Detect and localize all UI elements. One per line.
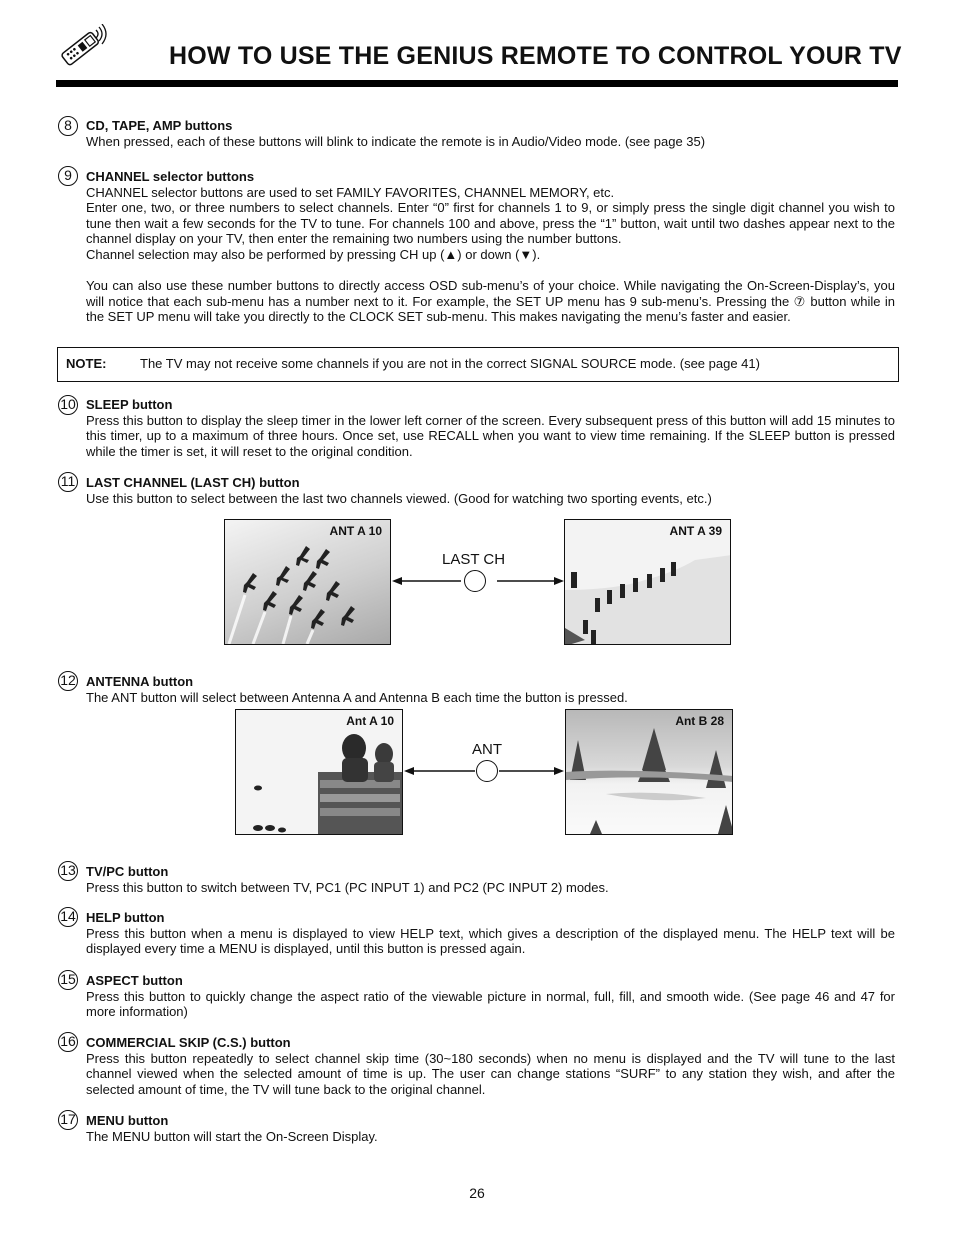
section-text: When pressed, each of these buttons will blink to indicate the remote is in Audio/Video mode. (see page 35) — [86, 133, 706, 149]
section-last-channel — [86, 475, 895, 506]
section-menu — [86, 1113, 895, 1144]
note-text: The TV may not receive some channels if you are not in the correct SIGNAL SOURCE mode. (see page 41) — [140, 356, 760, 371]
section-text: You can also use these number buttons to directly access OSD sub-menu’s of your choice. While navigating the On-Screen-Display’s, you will notice that each sub-menu has a number next to it. For example, the SET UP menu has 9 sub-menu’s. Pressing the ⑦ button while in the SET UP menu will take you directly to the CLOCK SET sub-menu. This makes navigating the menu’s faster and easier. — [86, 278, 895, 325]
page-title: HOW TO USE THE GENIUS REMOTE TO CONTROL YOUR TV — [169, 42, 902, 70]
section-help — [86, 910, 895, 957]
page-number: 26 — [469, 1185, 485, 1201]
section-text: Press this button to quickly change the aspect ratio of the viewable picture in normal, full, fill, and smooth wide. (See page 46 and 47 for more information) — [86, 988, 895, 1020]
item-number-15: 15 — [58, 970, 78, 990]
ant-label: ANT — [472, 741, 502, 758]
section-channel-selector — [86, 169, 895, 325]
tv-screen-jets — [224, 519, 391, 645]
ant-button-icon — [476, 760, 498, 782]
item-number-10: 10 — [58, 395, 78, 415]
section-heading: LAST CHANNEL (LAST CH) button — [86, 475, 300, 490]
section-text: Press this button to display the sleep timer in the lower left corner of the screen. Every subsequent press of this button will add 15 minutes to this timer, up to a maximum of three hours. Once set, use RECALL when you want to view time remaining. If the SLEEP button is pressed while the timer is set, it will reset to the original condition. — [86, 412, 895, 459]
section-aspect — [86, 973, 895, 1020]
section-text: Enter one, two, or three numbers to select channels. Enter “0” first for channels 1 to 9, or simply press the single digit channel you wish to tune then wait a few seconds for the TV to tune. For channels 100 and above, press the “1” button, wait until two dashes appear next to the channel display on your TV, then enter the remaining two numbers using the number buttons. — [86, 200, 895, 247]
section-text: The MENU button will start the On-Screen Display. — [86, 1128, 378, 1144]
item-number-12: 12 — [58, 671, 78, 691]
section-cd-tape-amp — [86, 118, 895, 149]
section-commercial-skip — [86, 1035, 895, 1097]
item-number-9: 9 — [58, 166, 78, 186]
item-number-8: 8 — [58, 116, 78, 136]
section-heading: HELP button — [86, 910, 165, 925]
last-ch-button-icon — [464, 570, 486, 592]
section-text: Press this button to switch between TV, PC1 (PC INPUT 1) and PC2 (PC INPUT 2) modes. — [86, 879, 609, 895]
remote-control-icon — [58, 24, 108, 68]
item-number-13: 13 — [58, 861, 78, 881]
section-heading: ASPECT button — [86, 973, 183, 988]
section-heading: COMMERCIAL SKIP (C.S.) button — [86, 1035, 291, 1050]
channel-display: ANT A 10 — [329, 524, 382, 538]
item-number-11: 11 — [58, 472, 78, 492]
section-heading: TV/PC button — [86, 864, 169, 879]
section-text: CHANNEL selector buttons are used to set FAMILY FAVORITES, CHANNEL MEMORY, etc. — [86, 184, 615, 200]
section-text: Press this button repeatedly to select channel skip time (30~180 seconds) when no menu is displayed and the TV will tune to the last channel viewed when the selected amount of time is up. The user can change stations “SURF” to any station they wish, and after the selected amount of time, the TV will tune back to the original channel. — [86, 1050, 895, 1097]
last-ch-label: LAST CH — [442, 551, 506, 568]
channel-display: ANT A 39 — [669, 524, 722, 538]
note-label: NOTE: — [66, 356, 107, 371]
tv-screen-climbers — [564, 519, 731, 645]
section-heading: ANTENNA button — [86, 674, 194, 689]
section-heading: SLEEP button — [86, 397, 173, 412]
item-number-17: 17 — [58, 1110, 78, 1130]
note-box — [57, 347, 899, 382]
section-tv-pc — [86, 864, 895, 895]
item-number-16: 16 — [58, 1032, 78, 1052]
section-text: Use this button to select between the last two channels viewed. (Good for watching two sporting events, etc.) — [86, 490, 712, 506]
section-antenna — [86, 674, 895, 705]
item-number-14: 14 — [58, 907, 78, 927]
section-sleep — [86, 397, 895, 459]
section-text: Press this button when a menu is displayed to view HELP text, which gives a description of the displayed menu. The HELP text will be displayed every time a MENU is displayed, until this button is pressed again. — [86, 925, 895, 957]
tv-screen-people — [235, 709, 403, 835]
channel-display: Ant B 28 — [675, 714, 724, 728]
section-heading: MENU button — [86, 1113, 169, 1128]
section-text: The ANT button will select between Antenna A and Antenna B each time the button is pressed. — [86, 689, 628, 705]
section-heading: CD, TAPE, AMP buttons — [86, 118, 233, 133]
title-divider — [56, 80, 898, 87]
tv-screen-winter — [565, 709, 733, 835]
section-heading: CHANNEL selector buttons — [86, 169, 255, 184]
section-text: Channel selection may also be performed by pressing CH up (▲) or down (▼). — [86, 246, 541, 262]
channel-display: Ant A 10 — [346, 714, 394, 728]
